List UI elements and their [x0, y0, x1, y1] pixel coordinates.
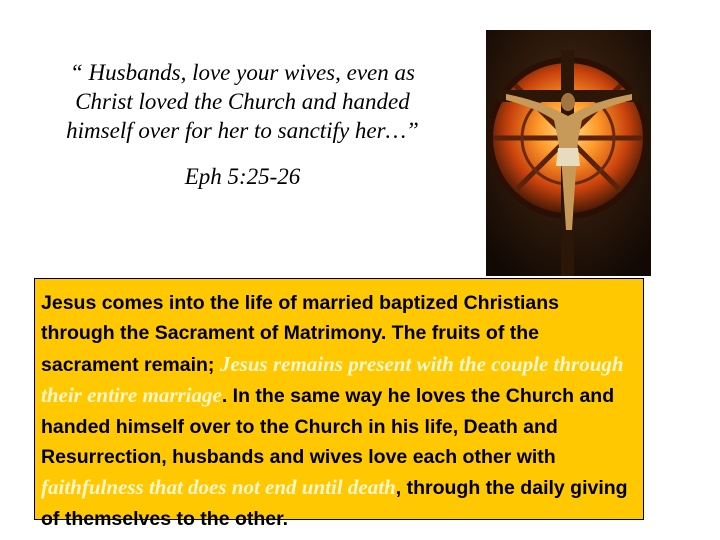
crucifix-photo: [486, 30, 651, 276]
body-text-part-2: . In the same way he loves the Church and handed himself over to the Church in his life, Death and Resurrection, husbands and wives love each other with: [41, 385, 615, 469]
reflection-text-box: [34, 278, 644, 530]
quote-line-2: Christ loved the Church and handed: [75, 89, 410, 114]
quote-line-3: himself over for her to sanctify her…”: [66, 118, 419, 143]
scripture-citation: Eph 5:25-26: [184, 164, 301, 189]
quote-line-1: “ Husbands, love your wives, even as: [70, 60, 415, 85]
body-text-part-3: , through the daily giving of themselves to the other.: [41, 477, 628, 530]
body-text-part-1: Jesus comes into the life of married baptized Christians through the Sacrament of Matrimony. The fruits of the sacrament remain;: [41, 292, 559, 376]
crucifix-image: [486, 30, 651, 276]
body-highlight-faithfulness: faithfulness that does not end until death: [41, 475, 396, 500]
body-highlight-presence: Jesus remains present with the couple through their entire marriage: [41, 351, 624, 408]
scripture-quote: [40, 58, 445, 145]
